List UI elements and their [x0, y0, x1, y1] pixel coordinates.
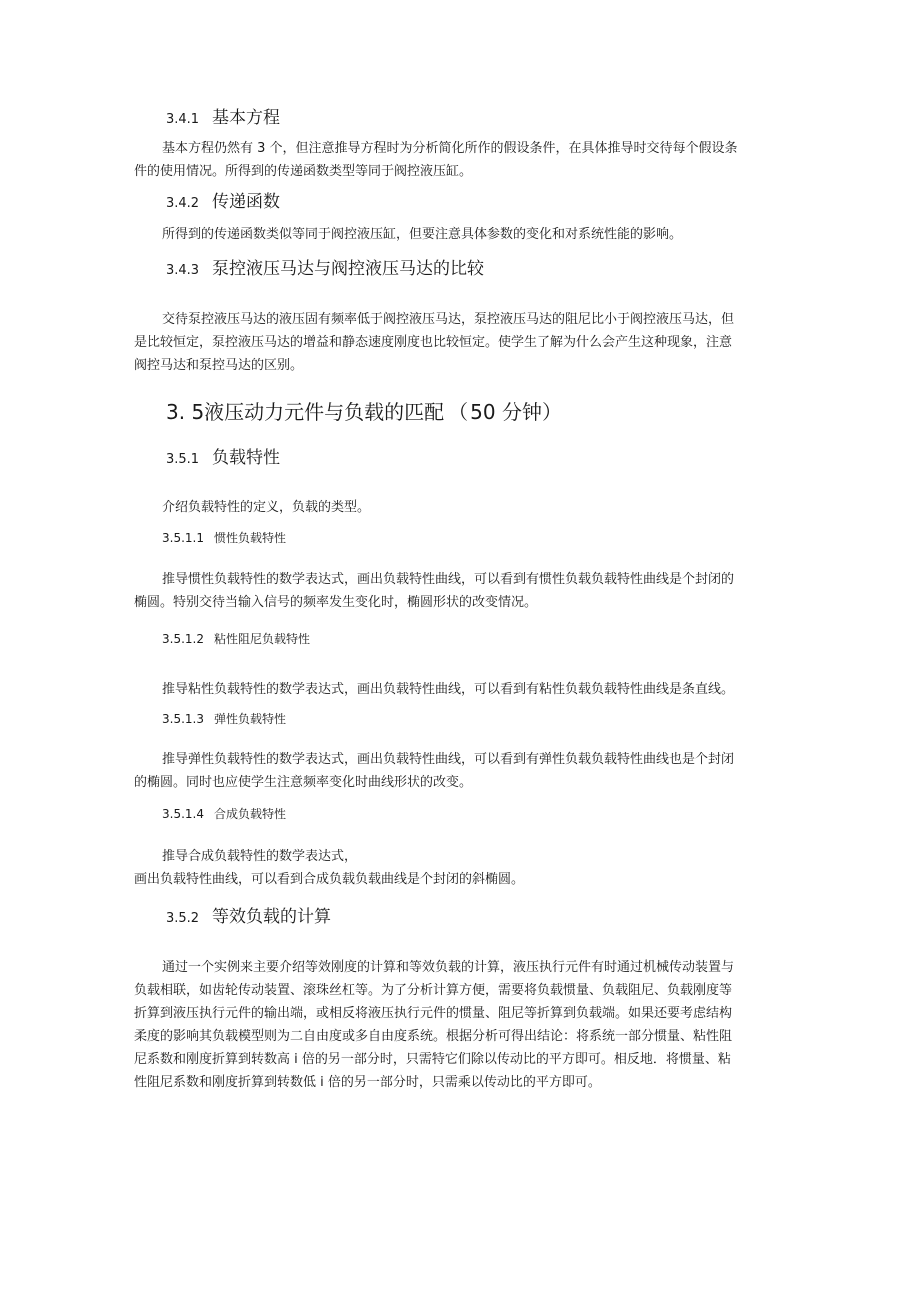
paragraph-inertia-load	[134, 568, 758, 614]
paragraph-viscous-load	[134, 678, 758, 701]
section-number: 3.4.2	[166, 196, 200, 211]
text-line: 画出负载特性曲线，可以看到合成负载负载曲线是个封闭的斜椭圆。	[134, 872, 525, 887]
section-title: 传递函数	[212, 192, 280, 212]
section-number: 3. 5	[166, 400, 205, 424]
heading-3-4-3	[166, 257, 484, 283]
text-line: 推导惯性负载特性的数学表达式，画出负载特性曲线，可以看到有惯性负载负载特性曲线是个封闭的	[162, 572, 735, 587]
section-title: 粘性阻尼负载特性	[213, 632, 310, 646]
heading-3-5-1-4	[162, 805, 286, 823]
text-line: 基本方程仍然有 3 个，但注意推导方程时为分析简化所作的假设条件，在具体推导时交待每个假设条	[162, 141, 738, 156]
section-number: 3.5.1.4	[162, 807, 204, 821]
paragraph-basic-equations	[134, 137, 758, 183]
text-line: 折算到液压执行元件的输出端，或相反将液压执行元件的惯量、阻尼等折算到负载端。如果还要考虑结构	[134, 1006, 733, 1021]
section-number: 3.5.1.3	[162, 712, 204, 726]
heading-3-4-1	[166, 106, 280, 132]
paragraph-equivalent-load	[134, 956, 758, 1094]
section-title: 等效负载的计算	[212, 907, 331, 927]
paragraph-comparison	[134, 308, 758, 377]
section-title: 弹性负载特性	[213, 712, 286, 726]
text-line: 推导粘性负载特性的数学表达式，画出负载特性曲线，可以看到有粘性负载负载特性曲线是条直线。	[162, 682, 735, 697]
section-title: 合成负载特性	[213, 807, 286, 821]
text-line: 椭圆。特别交待当输入信号的频率发生变化时，椭圆形状的改变情况。	[134, 595, 538, 610]
section-number: 3.5.2	[166, 911, 200, 926]
text-line: 柔度的影响其负载模型则为二自由度或多自由度系统。根据分析可得出结论：将系统一部分惯量、粘性阻	[134, 1029, 733, 1044]
text-line: 推导合成负载特性的数学表达式，	[162, 849, 358, 864]
text-line: 性阻尼系数和刚度折算到转数低 i 倍的另一部分时，只需乘以传动比的平方即可。	[134, 1075, 601, 1090]
section-title: 基本方程	[212, 108, 280, 128]
heading-3-5-1-2	[162, 630, 310, 648]
heading-3-5-1-3	[162, 710, 286, 728]
heading-3-4-2	[166, 190, 280, 216]
section-number: 3.4.1	[166, 112, 200, 127]
text-line: 通过一个实例来主要介绍等效刚度的计算和等效负载的计算，液压执行元件有时通过机械传动装置与	[162, 960, 735, 975]
text-line: 的椭圆。同时也应使学生注意频率变化时曲线形状的改变。	[134, 775, 473, 790]
section-title: 液压动力元件与负载的匹配	[204, 400, 445, 424]
section-number: 3.5.1.2	[162, 632, 204, 646]
text-line: 阀控马达和泵控马达的区别。	[134, 358, 304, 373]
section-number: 3.5.1.1	[162, 531, 204, 545]
text-line: 推导弹性负载特性的数学表达式，画出负载特性曲线，可以看到有弹性负载负载特性曲线也是个封闭	[162, 752, 735, 767]
section-title: 负载特性	[212, 448, 280, 468]
section-number: 3.5.1	[166, 452, 200, 467]
heading-3-5-1-1	[162, 529, 286, 547]
text-line: 件的使用情况。所得到的传递函数类型等同于阀控液压缸。	[134, 164, 473, 179]
paragraph-transfer-function	[134, 223, 758, 246]
section-number: 3.4.3	[166, 263, 200, 278]
section-title: 泵控液压马达与阀控液压马达的比较	[212, 259, 484, 279]
section-title: 惯性负载特性	[213, 531, 286, 545]
text-line: 负载相联，如齿轮传动装置、滚珠丝杠等。为了分析计算方便，需要将负载惯量、负载阻尼、负载刚度等	[134, 983, 733, 998]
text-line: 所得到的传递函数类似等同于阀控液压缸，但要注意具体参数的变化和对系统性能的影响。	[162, 227, 683, 242]
text-line: 尼系数和刚度折算到转数高 i 倍的另一部分时，只需特它们除以传动比的平方即可。相反地．将惯量、粘	[134, 1052, 731, 1067]
paren-open: （	[448, 400, 469, 424]
heading-3-5-1	[166, 446, 280, 472]
paren-close: ）	[541, 400, 562, 424]
paragraph-elastic-load	[134, 748, 758, 794]
text-line: 是比较恒定，泵控液压马达的增益和静态速度刚度也比较恒定。使学生了解为什么会产生这种现象，注意	[134, 335, 733, 350]
section-duration: 50 分钟	[470, 400, 542, 424]
paragraph-load-characteristics	[134, 496, 758, 519]
text-line: 介绍负载特性的定义，负载的类型。	[162, 500, 371, 515]
text-line: 交待泵控液压马达的液压固有频率低于阀控液压马达，泵控液压马达的阻尼比小于阀控液压马达，但	[162, 312, 735, 327]
heading-3-5-2	[166, 905, 331, 931]
heading-3-5	[166, 398, 562, 426]
paragraph-combined-load	[134, 845, 758, 891]
